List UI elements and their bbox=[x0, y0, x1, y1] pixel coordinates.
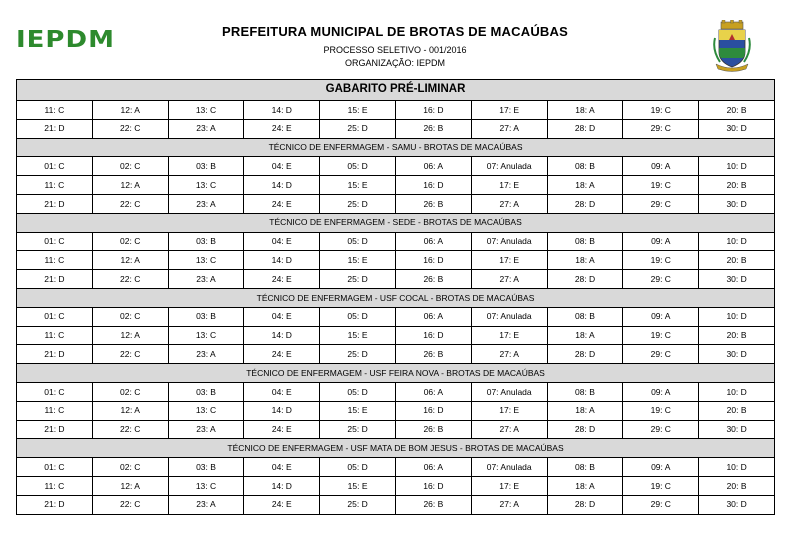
answer-cell: 22: C bbox=[92, 270, 168, 289]
section-label: TÉCNICO DE ENFERMAGEM - SEDE - BROTAS DE MACAÚBAS bbox=[17, 213, 775, 232]
table-row bbox=[17, 251, 775, 270]
answer-cell: 03: B bbox=[168, 232, 244, 251]
answer-cell: 28: D bbox=[547, 270, 623, 289]
answer-cell: 08: B bbox=[547, 232, 623, 251]
answer-cell: 05: D bbox=[320, 232, 396, 251]
answer-cell: 12: A bbox=[92, 101, 168, 120]
answer-cell: 04: E bbox=[244, 157, 320, 176]
answer-cell: 28: D bbox=[547, 420, 623, 439]
answer-cell: 11: C bbox=[17, 176, 93, 195]
table-row bbox=[17, 101, 775, 120]
answer-cell: 01: C bbox=[17, 382, 93, 401]
answer-cell: 18: A bbox=[547, 326, 623, 345]
section-label: TÉCNICO DE ENFERMAGEM - SAMU - BROTAS DE MACAÚBAS bbox=[17, 138, 775, 157]
answer-cell: 11: C bbox=[17, 251, 93, 270]
table-row bbox=[17, 194, 775, 213]
answer-cell: 11: C bbox=[17, 101, 93, 120]
answer-cell: 16: D bbox=[395, 251, 471, 270]
answer-cell: 26: B bbox=[395, 345, 471, 364]
answer-cell: 17: E bbox=[471, 401, 547, 420]
answer-cell: 18: A bbox=[547, 101, 623, 120]
answer-cell: 24: E bbox=[244, 119, 320, 138]
answer-cell: 04: E bbox=[244, 232, 320, 251]
answer-cell: 30: D bbox=[699, 119, 775, 138]
answer-cell: 27: A bbox=[471, 270, 547, 289]
answer-cell: 15: E bbox=[320, 176, 396, 195]
answer-cell: 02: C bbox=[92, 307, 168, 326]
section-header-row bbox=[17, 288, 775, 307]
answer-cell: 25: D bbox=[320, 495, 396, 514]
answer-cell: 29: C bbox=[623, 345, 699, 364]
table-row bbox=[17, 345, 775, 364]
answer-cell: 19: C bbox=[623, 326, 699, 345]
answer-cell: 22: C bbox=[92, 119, 168, 138]
process-subtitle: PROCESSO SELETIVO - 001/2016 bbox=[323, 45, 467, 55]
answer-cell: 20: B bbox=[699, 251, 775, 270]
answer-cell: 15: E bbox=[320, 326, 396, 345]
table-title: GABARITO PRÉ-LIMINAR bbox=[17, 80, 775, 101]
answer-cell: 18: A bbox=[547, 251, 623, 270]
table-row bbox=[17, 119, 775, 138]
answer-cell: 24: E bbox=[244, 420, 320, 439]
answer-cell: 30: D bbox=[699, 194, 775, 213]
answer-cell: 07: Anulada bbox=[471, 458, 547, 477]
answer-cell: 27: A bbox=[471, 495, 547, 514]
answer-cell: 09: A bbox=[623, 458, 699, 477]
answer-cell: 20: B bbox=[699, 401, 775, 420]
answer-cell: 12: A bbox=[92, 251, 168, 270]
answer-cell: 21: D bbox=[17, 270, 93, 289]
page-title: PREFEITURA MUNICIPAL DE BROTAS DE MACAÚBAS bbox=[222, 24, 568, 39]
answer-cell: 09: A bbox=[623, 382, 699, 401]
answer-cell: 14: D bbox=[244, 326, 320, 345]
section-label: TÉCNICO DE ENFERMAGEM - USF FEIRA NOVA - BROTAS DE MACAÚBAS bbox=[17, 364, 775, 383]
answer-cell: 28: D bbox=[547, 119, 623, 138]
answer-cell: 24: E bbox=[244, 194, 320, 213]
answer-cell: 21: D bbox=[17, 495, 93, 514]
answer-cell: 26: B bbox=[395, 495, 471, 514]
answer-cell: 22: C bbox=[92, 345, 168, 364]
answer-cell: 18: A bbox=[547, 176, 623, 195]
answer-cell: 25: D bbox=[320, 270, 396, 289]
table-row bbox=[17, 458, 775, 477]
table-row bbox=[17, 326, 775, 345]
answer-cell: 07: Anulada bbox=[471, 382, 547, 401]
answer-cell: 21: D bbox=[17, 420, 93, 439]
organization-label: ORGANIZAÇÃO: IEPDM bbox=[344, 58, 445, 68]
answer-cell: 03: B bbox=[168, 157, 244, 176]
table-row bbox=[17, 270, 775, 289]
answer-cell: 29: C bbox=[623, 420, 699, 439]
answer-cell: 29: C bbox=[623, 270, 699, 289]
answer-cell: 19: C bbox=[623, 251, 699, 270]
answer-cell: 08: B bbox=[547, 307, 623, 326]
answer-cell: 12: A bbox=[92, 326, 168, 345]
table-row bbox=[17, 476, 775, 495]
table-row bbox=[17, 382, 775, 401]
answer-cell: 06: A bbox=[395, 232, 471, 251]
answer-cell: 16: D bbox=[395, 326, 471, 345]
answer-cell: 05: D bbox=[320, 458, 396, 477]
table-row bbox=[17, 157, 775, 176]
answer-cell: 18: A bbox=[547, 401, 623, 420]
answer-cell: 20: B bbox=[699, 476, 775, 495]
answer-cell: 14: D bbox=[244, 251, 320, 270]
answer-cell: 19: C bbox=[623, 101, 699, 120]
answer-cell: 26: B bbox=[395, 270, 471, 289]
answer-cell: 30: D bbox=[699, 495, 775, 514]
answer-cell: 25: D bbox=[320, 194, 396, 213]
answer-cell: 03: B bbox=[168, 382, 244, 401]
answer-cell: 13: C bbox=[168, 476, 244, 495]
answer-cell: 23: A bbox=[168, 270, 244, 289]
answer-cell: 04: E bbox=[244, 382, 320, 401]
answer-cell: 02: C bbox=[92, 232, 168, 251]
answer-cell: 07: Anulada bbox=[471, 307, 547, 326]
answer-cell: 01: C bbox=[17, 307, 93, 326]
answer-cell: 30: D bbox=[699, 345, 775, 364]
answer-cell: 28: D bbox=[547, 194, 623, 213]
answer-cell: 02: C bbox=[92, 382, 168, 401]
section-header-row bbox=[17, 364, 775, 383]
answer-cell: 26: B bbox=[395, 194, 471, 213]
answer-cell: 12: A bbox=[92, 401, 168, 420]
answer-cell: 14: D bbox=[244, 176, 320, 195]
answer-key-table bbox=[16, 79, 775, 515]
answer-cell: 17: E bbox=[471, 326, 547, 345]
answer-cell: 14: D bbox=[244, 476, 320, 495]
answer-cell: 06: A bbox=[395, 307, 471, 326]
answer-cell: 17: E bbox=[471, 251, 547, 270]
answer-cell: 21: D bbox=[17, 345, 93, 364]
answer-cell: 23: A bbox=[168, 495, 244, 514]
answer-cell: 23: A bbox=[168, 420, 244, 439]
answer-cell: 12: A bbox=[92, 176, 168, 195]
answer-cell: 14: D bbox=[244, 401, 320, 420]
table-title-row bbox=[17, 80, 775, 101]
answer-cell: 05: D bbox=[320, 307, 396, 326]
answer-cell: 16: D bbox=[395, 176, 471, 195]
answer-cell: 11: C bbox=[17, 326, 93, 345]
section-label: TÉCNICO DE ENFERMAGEM - USF MATA DE BOM JESUS - BROTAS DE MACAÚBAS bbox=[17, 439, 775, 458]
answer-cell: 13: C bbox=[168, 176, 244, 195]
section-header-row bbox=[17, 213, 775, 232]
answer-cell: 19: C bbox=[623, 176, 699, 195]
answer-cell: 26: B bbox=[395, 119, 471, 138]
answer-cell: 13: C bbox=[168, 251, 244, 270]
answer-cell: 06: A bbox=[395, 157, 471, 176]
answer-cell: 27: A bbox=[471, 345, 547, 364]
table-row bbox=[17, 176, 775, 195]
answer-cell: 20: B bbox=[699, 101, 775, 120]
answer-cell: 09: A bbox=[623, 307, 699, 326]
answer-cell: 22: C bbox=[92, 194, 168, 213]
answer-cell: 01: C bbox=[17, 232, 93, 251]
answer-cell: 02: C bbox=[92, 157, 168, 176]
answer-cell: 27: A bbox=[471, 420, 547, 439]
section-header-row bbox=[17, 439, 775, 458]
answer-cell: 17: E bbox=[471, 101, 547, 120]
answer-cell: 09: A bbox=[623, 232, 699, 251]
document-header bbox=[0, 24, 790, 68]
answer-cell: 29: C bbox=[623, 194, 699, 213]
answer-cell: 15: E bbox=[320, 401, 396, 420]
answer-cell: 10: D bbox=[699, 232, 775, 251]
answer-cell: 10: D bbox=[699, 382, 775, 401]
answer-cell: 13: C bbox=[168, 326, 244, 345]
answer-cell: 06: A bbox=[395, 382, 471, 401]
table-row bbox=[17, 420, 775, 439]
answer-cell: 19: C bbox=[623, 476, 699, 495]
answer-cell: 11: C bbox=[17, 476, 93, 495]
answer-cell: 01: C bbox=[17, 157, 93, 176]
answer-cell: 26: B bbox=[395, 420, 471, 439]
answer-cell: 04: E bbox=[244, 307, 320, 326]
answer-cell: 16: D bbox=[395, 101, 471, 120]
answer-cell: 12: A bbox=[92, 476, 168, 495]
answer-cell: 02: C bbox=[92, 458, 168, 477]
answer-cell: 24: E bbox=[244, 270, 320, 289]
answer-cell: 23: A bbox=[168, 194, 244, 213]
answer-cell: 18: A bbox=[547, 476, 623, 495]
iepdm-logo: IEPDM bbox=[16, 26, 115, 54]
answer-cell: 07: Anulada bbox=[471, 157, 547, 176]
answer-cell: 30: D bbox=[699, 420, 775, 439]
answer-cell: 10: D bbox=[699, 157, 775, 176]
answer-cell: 06: A bbox=[395, 458, 471, 477]
answer-cell: 09: A bbox=[623, 157, 699, 176]
answer-cell: 01: C bbox=[17, 458, 93, 477]
table-row bbox=[17, 495, 775, 514]
answer-cell: 29: C bbox=[623, 495, 699, 514]
answer-cell: 13: C bbox=[168, 101, 244, 120]
answer-cell: 28: D bbox=[547, 345, 623, 364]
answer-cell: 25: D bbox=[320, 345, 396, 364]
answer-cell: 25: D bbox=[320, 119, 396, 138]
answer-cell: 07: Anulada bbox=[471, 232, 547, 251]
answer-cell: 21: D bbox=[17, 119, 93, 138]
answer-cell: 28: D bbox=[547, 495, 623, 514]
answer-cell: 22: C bbox=[92, 495, 168, 514]
answer-cell: 03: B bbox=[168, 458, 244, 477]
answer-cell: 05: D bbox=[320, 382, 396, 401]
answer-cell: 30: D bbox=[699, 270, 775, 289]
answer-cell: 25: D bbox=[320, 420, 396, 439]
answer-cell: 23: A bbox=[168, 119, 244, 138]
answer-cell: 08: B bbox=[547, 157, 623, 176]
section-header-row bbox=[17, 138, 775, 157]
table-row bbox=[17, 307, 775, 326]
answer-cell: 27: A bbox=[471, 119, 547, 138]
answer-cell: 11: C bbox=[17, 401, 93, 420]
answer-cell: 19: C bbox=[623, 401, 699, 420]
answer-cell: 17: E bbox=[471, 176, 547, 195]
answer-cell: 20: B bbox=[699, 326, 775, 345]
answer-cell: 15: E bbox=[320, 101, 396, 120]
table-row bbox=[17, 401, 775, 420]
answer-cell: 03: B bbox=[168, 307, 244, 326]
answer-cell: 17: E bbox=[471, 476, 547, 495]
section-label: TÉCNICO DE ENFERMAGEM - USF COCAL - BROTAS DE MACAÚBAS bbox=[17, 288, 775, 307]
answer-cell: 14: D bbox=[244, 101, 320, 120]
answer-cell: 05: D bbox=[320, 157, 396, 176]
table-row bbox=[17, 232, 775, 251]
answer-cell: 04: E bbox=[244, 458, 320, 477]
answer-cell: 20: B bbox=[699, 176, 775, 195]
answer-cell: 08: B bbox=[547, 382, 623, 401]
answer-cell: 16: D bbox=[395, 401, 471, 420]
municipal-crest-icon bbox=[712, 20, 752, 72]
answer-cell: 08: B bbox=[547, 458, 623, 477]
answer-cell: 16: D bbox=[395, 476, 471, 495]
answer-cell: 23: A bbox=[168, 345, 244, 364]
answer-cell: 24: E bbox=[244, 345, 320, 364]
answer-cell: 10: D bbox=[699, 307, 775, 326]
answer-cell: 13: C bbox=[168, 401, 244, 420]
answer-cell: 10: D bbox=[699, 458, 775, 477]
answer-cell: 29: C bbox=[623, 119, 699, 138]
answer-cell: 24: E bbox=[244, 495, 320, 514]
answer-cell: 15: E bbox=[320, 476, 396, 495]
answer-cell: 22: C bbox=[92, 420, 168, 439]
answer-cell: 15: E bbox=[320, 251, 396, 270]
answer-cell: 21: D bbox=[17, 194, 93, 213]
answer-cell: 27: A bbox=[471, 194, 547, 213]
